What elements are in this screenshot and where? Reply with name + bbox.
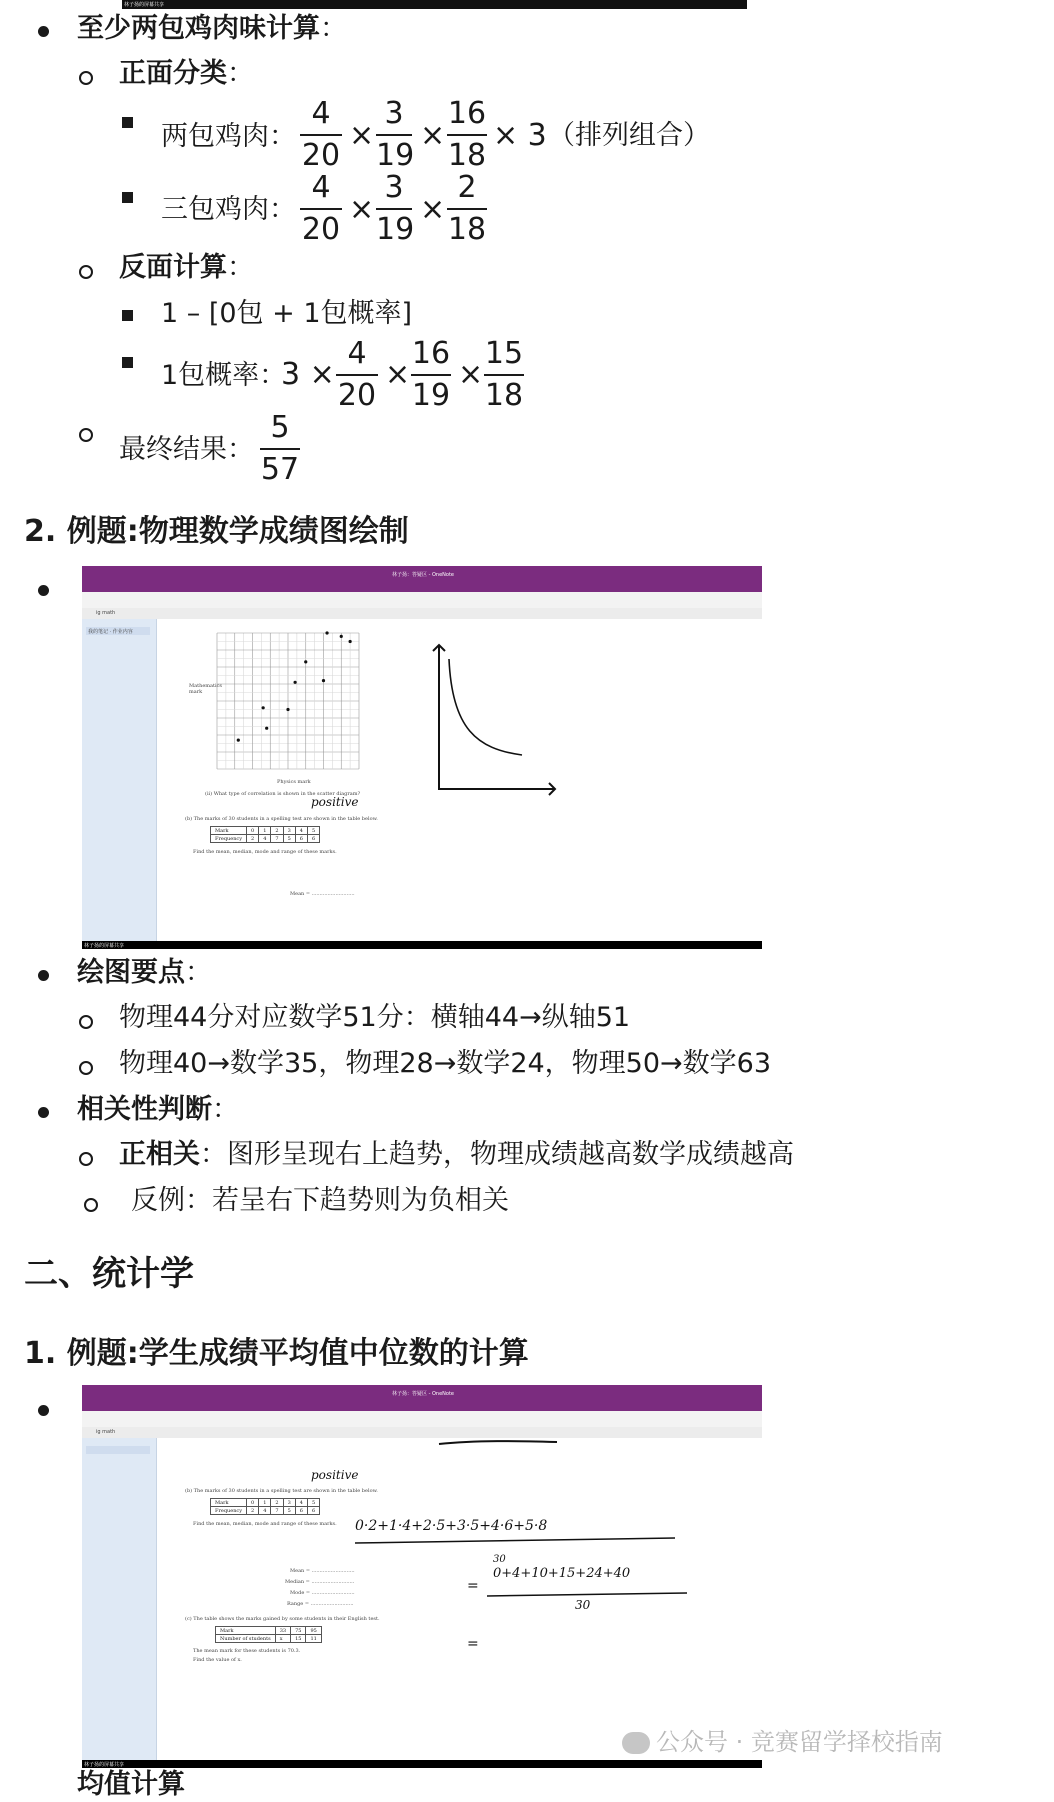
table-cell: 6 [295, 1507, 307, 1515]
table-cell: 4 [295, 827, 307, 835]
mean-statement: The mean mark for these students is 70.3. [193, 1648, 301, 1654]
table-cell: 0 [247, 1499, 259, 1507]
final-label: 最终结果： [119, 434, 254, 465]
notebook-name[interactable]: ig math [96, 610, 116, 616]
table-cell: 2 [247, 835, 259, 843]
handwritten-positive: positive [311, 1468, 359, 1482]
table-cell: 2 [271, 827, 283, 835]
range-answer-line: Range = ........................... [287, 1601, 354, 1607]
bullet-square [122, 117, 133, 128]
bullet-circle [79, 1152, 93, 1166]
table-cell: 5 [283, 1507, 295, 1515]
bullet-circle [79, 71, 93, 85]
reverse-formula: 1 – [0包 + 1包概率] [161, 298, 413, 329]
question-c: (c) The table shows the marks gained by some students in their English test. [185, 1616, 380, 1622]
scatter-point [286, 708, 289, 711]
table-cell: 2 [247, 1507, 259, 1515]
scatter-point [265, 727, 268, 730]
times-sign: × [349, 192, 375, 227]
question-b: (b) The marks of 30 students in a spelling test are shown in the table below. [185, 816, 378, 822]
hand-curve [449, 659, 522, 755]
bullet-circle [84, 1198, 98, 1212]
top-strip-caption: 林子扬的屏幕共享 [124, 2, 165, 8]
handwritten-numerator: 0+4+10+15+24+40 [493, 1566, 631, 1581]
table-cell: 6 [307, 1507, 319, 1515]
table-cell: 4 [295, 1499, 307, 1507]
hand-fraction-bar [487, 1593, 687, 1596]
y-axis-label: Mathematics mark [189, 683, 222, 695]
table-cell: 6 [307, 835, 319, 843]
times-sign: × [385, 357, 411, 392]
window-titlebar [82, 566, 762, 582]
reverse-label: 反面计算： [119, 252, 254, 283]
english-marks-table [215, 1626, 322, 1643]
table-cell: Frequency [211, 1507, 247, 1515]
scatter-point [262, 706, 265, 709]
table-cell: 7 [271, 1507, 283, 1515]
bullet-disc [38, 1107, 49, 1118]
find-mean-question: Find the mean, median, mode and range of these marks. [193, 849, 337, 855]
wechat-icon [622, 1732, 650, 1754]
screenshot-caption-bar [82, 941, 762, 949]
positive-label: 正面分类： [119, 58, 254, 89]
drawing-point-item: 物理44分对应数学51分：横轴44→纵轴51 [119, 1002, 631, 1033]
table-cell: 4 [259, 1507, 271, 1515]
fraction: 15 18 [484, 336, 524, 413]
table-cell: Mark [216, 1627, 276, 1635]
window-title: 林子扬：答疑区 - OneNote [392, 1391, 455, 1397]
drawing-points-heading: 绘图要点： [77, 957, 212, 988]
fraction: 4 20 [301, 170, 341, 247]
table-cell: 33 [275, 1627, 290, 1635]
multiplier: × 3 [493, 118, 547, 153]
table-cell: 5 [307, 1499, 319, 1507]
scatter-point [340, 635, 343, 638]
bullet-square [122, 310, 133, 321]
question-ii: (ii) What type of correlation is shown in the scatter diagram? [205, 791, 361, 797]
stats-example-heading: 1. 例题:学生成绩平均值中位数的计算 [24, 1336, 529, 1371]
table-cell: Number of students [216, 1635, 276, 1643]
bullet-disc [38, 1405, 49, 1416]
table-cell: 15 [291, 1635, 306, 1643]
final-fraction: 5 57 [260, 410, 300, 487]
table-cell: 3 [283, 1499, 295, 1507]
sidebar-page[interactable] [86, 1446, 150, 1454]
table-cell: 2 [271, 1499, 283, 1507]
times-sign: × [458, 357, 484, 392]
screenshot-caption: 林子扬的屏幕共享 [84, 943, 125, 949]
scatter-grid [217, 633, 359, 769]
table-cell: 5 [283, 835, 295, 843]
table-cell: 6 [295, 835, 307, 843]
table-cell: Mark [211, 827, 247, 835]
page-sidebar [82, 619, 157, 941]
page-sidebar [82, 1438, 157, 1760]
notebook-name[interactable]: ig math [96, 1429, 116, 1435]
handwritten-30: 30 [493, 1554, 506, 1565]
table-cell: Frequency [211, 835, 247, 843]
median-answer-line: Median = ........................... [285, 1579, 355, 1585]
find-mean-question: Find the mean, median, mode and range of these marks. [193, 1521, 337, 1527]
table-cell: 11 [306, 1635, 321, 1643]
scatter-diagram [157, 619, 762, 941]
bullet-square [122, 357, 133, 368]
scatter-point [322, 679, 325, 682]
bullet-circle [79, 1015, 93, 1029]
question-b: (b) The marks of 30 students in a spelling test are shown in the table below. [185, 1488, 378, 1494]
bullet-circle [79, 265, 93, 279]
three-packs-label: 三包鸡肉： [161, 194, 296, 225]
fraction: 16 19 [411, 336, 451, 413]
table-cell: 1 [259, 827, 271, 835]
times-sign: × [349, 118, 375, 153]
scatter-point [349, 640, 352, 643]
table-cell: 0 [247, 827, 259, 835]
one-pack-label: 1包概率： [161, 360, 287, 391]
mean-answer-line: Mean = ........................... [290, 891, 355, 897]
table-cell: x [275, 1635, 290, 1643]
fraction: 4 20 [337, 336, 377, 413]
mean-answer-line: Mean = ........................... [290, 1568, 355, 1574]
wechat-watermark: 公众号 · 竞赛留学择校指南 [622, 1722, 943, 1757]
fraction: 3 19 [376, 170, 415, 247]
negative-correlation: 反例：若呈右下趋势则为负相关 [131, 1185, 509, 1216]
bullet-square [122, 192, 133, 203]
mode-answer-line: Mode = ........................... [290, 1590, 355, 1596]
one-pack-coef: 3 × [281, 357, 335, 392]
table-cell: 95 [306, 1627, 321, 1635]
scatter-point [294, 681, 297, 684]
hand-axes [433, 645, 555, 795]
notebook-tabs [82, 608, 762, 619]
example2-heading: 2. 例题:物理数学成绩图绘制 [24, 514, 409, 549]
notebook-tabs [82, 1427, 762, 1438]
onenote-screenshot-mean [82, 1385, 762, 1768]
scatter-point [325, 631, 328, 634]
mean-calc-heading-cut: 均值计算 [77, 1769, 185, 1800]
onenote-screenshot-scatter [82, 566, 762, 949]
ribbon-toolbar [82, 1411, 762, 1428]
top-screenshot-strip [122, 0, 747, 9]
screenshot-caption: 林子扬的屏幕共享 [84, 1762, 125, 1768]
times-sign: × [420, 192, 446, 227]
table-cell: 3 [283, 827, 295, 835]
table-cell: 4 [259, 835, 271, 843]
hand-underline [355, 1538, 675, 1543]
table-cell: 75 [291, 1627, 306, 1635]
bullet-disc [38, 970, 49, 981]
handwriting-layer [157, 1438, 762, 1760]
section-heading-chicken: 至少两包鸡肉味计算： [77, 13, 347, 44]
window-titlebar [82, 1385, 762, 1401]
menu-bar [82, 582, 762, 592]
positive-correlation: 正相关：图形呈现右上趋势，物理成绩越高数学成绩越高 [119, 1139, 794, 1170]
drawing-point-item: 物理40→数学35，物理28→数学24，物理50→数学63 [119, 1048, 772, 1079]
note-canvas [157, 1438, 762, 1760]
two-packs-label: 两包鸡肉： [161, 121, 296, 152]
fraction: 16 18 [447, 96, 487, 173]
note-canvas [157, 619, 762, 941]
marks-table [210, 1498, 320, 1515]
statistics-heading: 二、统计学 [24, 1254, 194, 1294]
table-cell: 1 [259, 1499, 271, 1507]
fraction: 3 19 [376, 96, 415, 173]
screenshot-caption-bar [82, 1760, 762, 1768]
scatter-points [237, 631, 352, 741]
marks-table [210, 826, 320, 843]
handwritten-equals: = [467, 1636, 479, 1652]
bullet-circle [79, 428, 93, 442]
hand-axis-remnant [439, 1441, 557, 1444]
window-title: 林子扬：答疑区 - OneNote [392, 572, 455, 578]
menu-bar [82, 1401, 762, 1411]
handwritten-denominator: 30 [575, 1598, 591, 1612]
x-axis-label: Physics mark [277, 779, 311, 785]
scatter-point [304, 660, 307, 663]
find-x-question: Find the value of x. [193, 1657, 242, 1663]
scatter-point [237, 739, 240, 742]
handwritten-sum: 0·2+1·4+2·5+3·5+4·6+5·8 [355, 1518, 548, 1534]
times-sign: × [420, 118, 446, 153]
table-cell: 7 [271, 835, 283, 843]
bullet-disc [38, 26, 49, 37]
ribbon-toolbar [82, 592, 762, 609]
table-cell: 5 [307, 827, 319, 835]
table-cell: Mark [211, 1499, 247, 1507]
correlation-heading: 相关性判断： [77, 1094, 239, 1125]
handwritten-positive: positive [311, 795, 359, 809]
fraction: 4 20 [301, 96, 341, 173]
bullet-disc [38, 585, 49, 596]
bullet-circle [79, 1061, 93, 1075]
sidebar-page[interactable]: 我的笔记 · 作业内容 [86, 627, 150, 635]
handwritten-equals: = [467, 1578, 479, 1594]
fraction: 2 18 [447, 170, 487, 247]
permutation-note: （排列组合） [548, 120, 710, 151]
